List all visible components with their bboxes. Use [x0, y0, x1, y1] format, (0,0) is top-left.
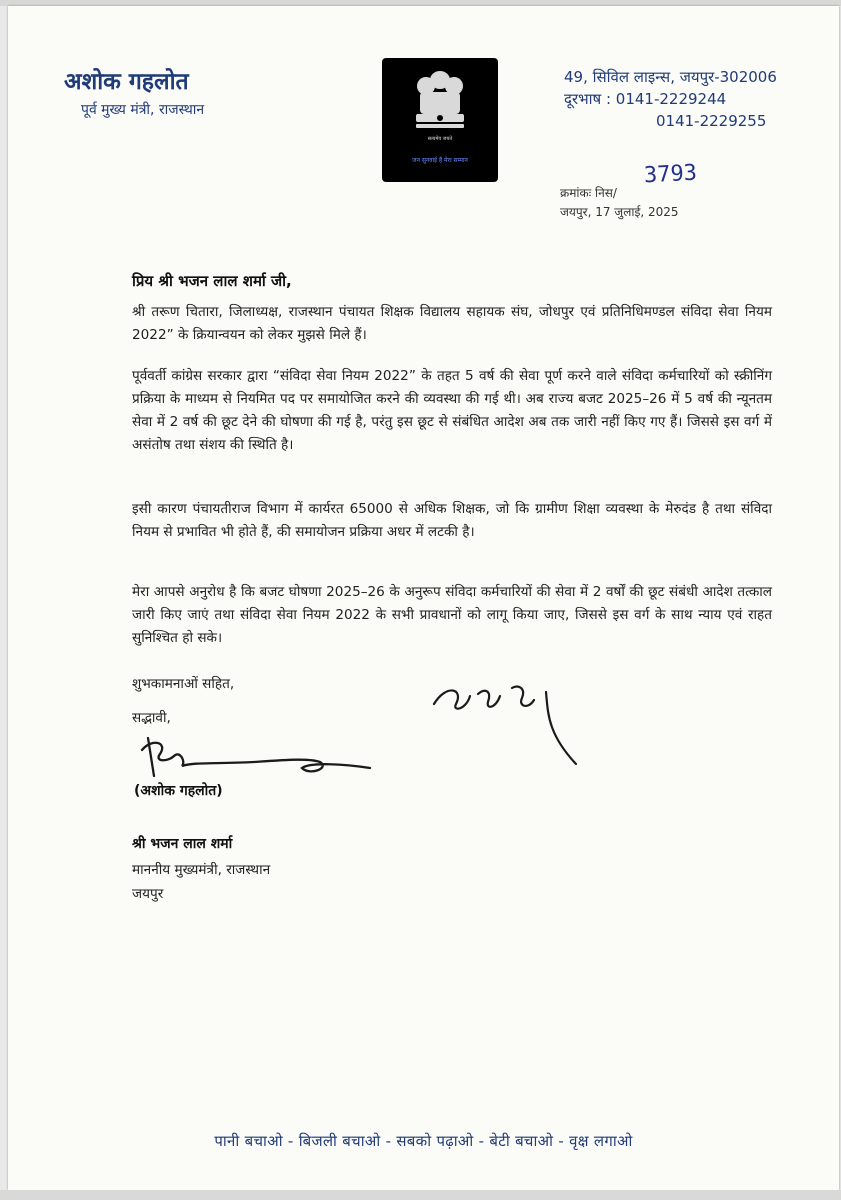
recipient-title: माननीय मुख्यमंत्री, राजस्थान	[132, 862, 271, 878]
paragraph-2: पूर्ववर्ती कांग्रेस सरकार द्वारा “संविदा सेवा नियम 2022” के तहत 5 वर्ष की सेवा पूर्ण करने वाले संविदा कर्मचारियों को स्क्रीनिंग प्रक्रिया के माध्यम से नियमित पद पर समायोजित करने की व्यवस्था की गई थी। अब राज्य बजट 2025–26 में 5 वर्ष की न्यूनतम सेवा में 2 वर्ष की छूट देने की घोषणा की गई है, परंतु इस छूट से संबंधित आदेश अब तक जारी नहीं किए गए हैं। जिससे इस वर्ग में असंतोष तथा संशय की स्थिति है।	[132, 368, 772, 453]
reference-label: क्रमांकः निस/	[560, 186, 617, 200]
date-line: जयपुर, 17 जुलाई, 2025	[560, 205, 679, 219]
paragraph-1: श्री तरूण चितारा, जिलाध्यक्ष, राजस्थान पंचायत शिक्षक विद्यालय सहायक संघ, जोधपुर एवं प्रतिनिधिमण्डल संविदा सेवा नियम 2022” के क्रियान्वयन को लेकर मुझसे मिले हैं।	[132, 304, 772, 343]
sender-phone-2: 0141-2229255	[656, 112, 767, 130]
signatory-name: (अशोक गहलोत)	[134, 783, 223, 799]
reference-number: 3793	[643, 160, 698, 189]
regards-line: सद्भावी,	[132, 710, 171, 726]
recipient-city: जयपुर	[132, 886, 164, 902]
sender-title: पूर्व मुख्य मंत्री, राजस्थान	[81, 102, 205, 118]
emblem-tagline: जन सुनवाई हैं मेरा सम्मान	[412, 157, 468, 164]
closing-line: शुभकामनाओं सहित,	[132, 676, 235, 692]
state-emblem-logo	[382, 58, 498, 182]
paragraph-4: मेरा आपसे अनुरोध है कि बजट घोषणा 2025–26 के अनुरूप संविदा कर्मचारियों की सेवा में 2 वर्षों की छूट संबंधी आदेश तत्काल जारी किए जाएं तथा संविदा सेवा नियम 2022 के सभी प्रावधानों को लागू किया जाए, जिससे इस वर्ग के साथ न्याय एवं राहत सुनिश्चित हो सके।	[132, 584, 772, 646]
paragraph-3: इसी कारण पंचायतीराज विभाग में कार्यरत 65000 से अधिक शिक्षक, जो कि ग्रामीण शिक्षा व्यवस्था के मेरुदंड है तथा संविदा नियम से प्रभावित भी होते हैं, की समायोजन प्रक्रिया अधर में लटकी है।	[132, 501, 772, 540]
emblem-motto: सत्यमेव जयते	[427, 136, 453, 142]
signature-image	[134, 732, 374, 782]
sender-address-block	[564, 66, 777, 132]
recipient-name: श्री भजन लाल शर्मा	[132, 836, 233, 852]
footer-slogan: पानी बचाओ - बिजली बचाओ - सबको पढ़ाओ - बेटी बचाओ - वृक्ष लगाओ	[214, 1132, 633, 1150]
scan-bottom-edge	[0, 1190, 841, 1200]
sender-name: अशोक गहलोत	[64, 69, 189, 95]
sender-address: 49, सिविल लाइन्स, जयपुर-302006	[564, 68, 777, 86]
sender-phone-1: दूरभाष : 0141-2229244	[564, 90, 727, 108]
salutation: प्रिय श्री भजन लाल शर्मा जी,	[132, 272, 292, 290]
letter-page	[8, 6, 839, 1190]
handwritten-note-signature	[426, 674, 586, 774]
